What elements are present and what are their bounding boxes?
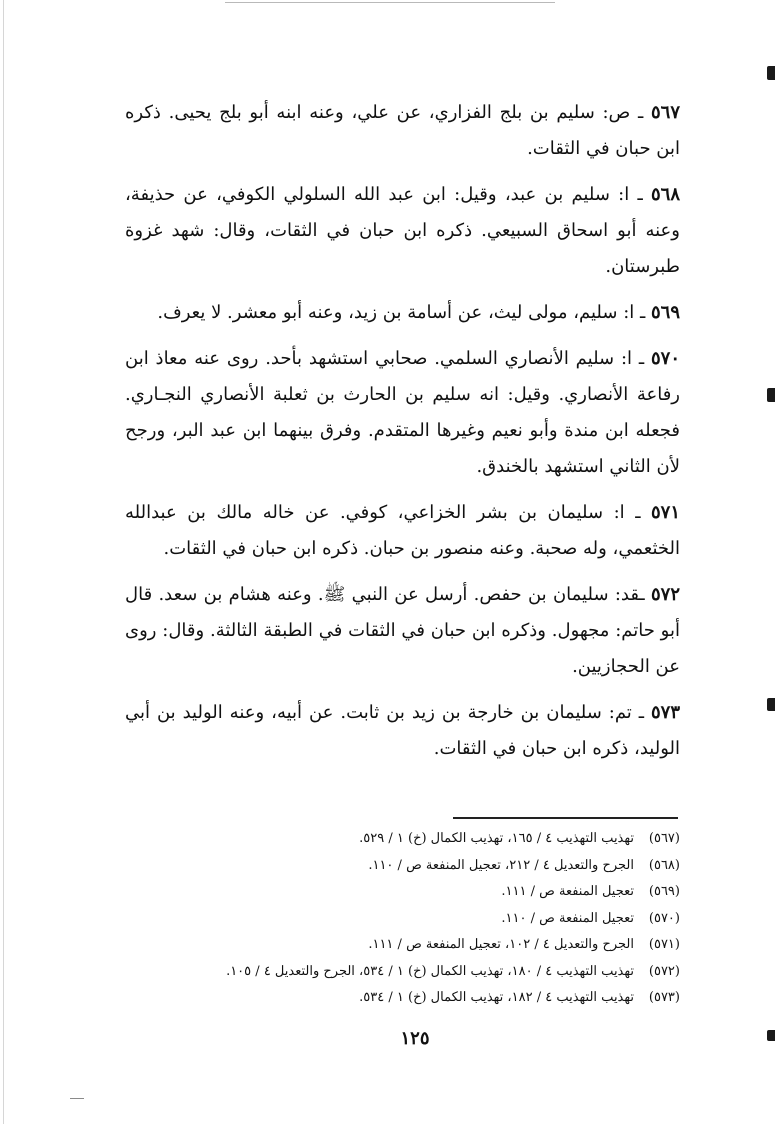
entry-567 xyxy=(125,95,680,167)
footnote-number: (٥٧٣) xyxy=(648,990,680,1005)
scan-mark xyxy=(767,388,775,402)
footnote-text: تهذيب التهذيب ٤ / ١٨٢، تهذيب الكمال (خ) ١ / ٥٣٤. xyxy=(359,990,634,1005)
footnote-number: (٥٦٨) xyxy=(648,857,680,873)
scan-edge-top xyxy=(225,2,555,3)
footnote xyxy=(125,906,680,933)
footnote xyxy=(125,985,680,1012)
footnote-number: (٥٦٩) xyxy=(648,884,680,899)
entry-text: ـ ا: سليم الأنصاري السلمي. صحابي استشهد بأحد. روى عنه معاذ ابن رفاعة الأنصاري. وقيل: انه سليم بن الحارث بن ثعلبة الأنصاري النجـاري. فجعله ابن مندة وأبو نعيم وغيرها المتقدم. وفرق بينهما ابن عبد البر، ورجح لأن الثاني استشهد بالخندق. xyxy=(125,348,680,477)
footnote-number: (٥٧٢) xyxy=(648,963,680,979)
entry-text: ـ تم: سليمان بن خارجة بن زيد بن ثابت. عن أبيه، وعنه الوليد بن أبي الوليد، ذكره ابن حبان في الثقات. xyxy=(125,702,680,759)
scan-edge-left xyxy=(3,0,4,1124)
entry-text: ـقد: سليمان بن حفص. أرسل عن النبي ﷺ. وعنه هشام بن سعد. قال أبو حاتم: مجهول. وذكره ابن حبان في الثقات في الطبقة الثالثة. وقال: روى عن الحجازيين. xyxy=(125,584,680,677)
entry-text: ـ ا: سليمان بن بشر الخزاعي، كوفي. عن خاله مالك بن عبدالله الخثعمي، وله صحبة. وعنه منصور بن حبان. ذكره ابن حبان في الثقات. xyxy=(125,502,680,559)
footnote-text: الجرح والتعديل ٤ / ١٠٢، تعجيل المنفعة ص / ١١١. xyxy=(368,937,634,952)
entry-number: ٥٧٠ xyxy=(650,348,680,369)
entry-572 xyxy=(125,577,680,685)
page-number: ١٢٥ xyxy=(400,1028,430,1049)
footnote xyxy=(125,879,680,906)
footnote xyxy=(125,826,680,853)
entry-number: ٥٦٩ xyxy=(650,302,680,323)
entry-573 xyxy=(125,695,680,767)
footnote-text: تهذيب التهذيب ٤ / ١٨٠، تهذيب الكمال (خ) ١ / ٥٣٤، الجرح والتعديل ٤ / ١٠٥. xyxy=(226,963,634,979)
footnote xyxy=(125,959,680,986)
entry-number: ٥٦٨ xyxy=(650,184,680,205)
footnote xyxy=(125,932,680,959)
footnote-separator xyxy=(453,817,678,819)
scan-mark xyxy=(767,1030,775,1041)
entry-568 xyxy=(125,177,680,285)
footnote-text: الجرح والتعديل ٤ / ٢١٢، تعجيل المنفعة ص / ١١٠. xyxy=(368,857,634,873)
entry-number: ٥٦٧ xyxy=(650,102,680,123)
entry-571 xyxy=(125,495,680,567)
footnote xyxy=(125,853,680,880)
scan-mark xyxy=(767,698,775,711)
footnotes xyxy=(125,826,680,1012)
entry-570 xyxy=(125,341,680,485)
scan-speck xyxy=(70,1098,84,1099)
entry-569 xyxy=(125,295,680,331)
footnote-text: تهذيب التهذيب ٤ / ١٦٥، تهذيب الكمال (خ) ١ / ٥٢٩. xyxy=(359,831,634,846)
scan-mark xyxy=(767,66,775,80)
entry-number: ٥٧١ xyxy=(650,502,680,523)
entry-number: ٥٧٣ xyxy=(650,702,680,723)
footnote-number: (٥٧١) xyxy=(648,937,680,952)
footnote-number: (٥٧٠) xyxy=(648,910,680,926)
entry-text: ـ ا: سليم، مولى ليث، عن أسامة بن زيد، وعنه أبو معشر. لا يعرف. xyxy=(157,302,651,323)
entry-number: ٥٧٢ xyxy=(650,584,680,605)
footnote-number: (٥٦٧) xyxy=(648,831,680,846)
footnote-text: تعجيل المنفعة ص / ١١٠. xyxy=(501,910,634,926)
footnote-text: تعجيل المنفعة ص / ١١١. xyxy=(501,884,634,899)
main-text xyxy=(125,95,680,777)
entry-text: ـ ا: سليم بن عبد، وقيل: ابن عبد الله السلولي الكوفي، عن حذيفة، وعنه أبو اسحاق السبيعي. ذكره ابن حبان في الثقات، وقال: شهد غزوة طبرستان. xyxy=(125,184,680,277)
entry-text: ـ ص: سليم بن بلج الفزاري، عن علي، وعنه ابنه أبو بلج يحيى. ذكره ابن حبان في الثقات. xyxy=(125,102,680,159)
